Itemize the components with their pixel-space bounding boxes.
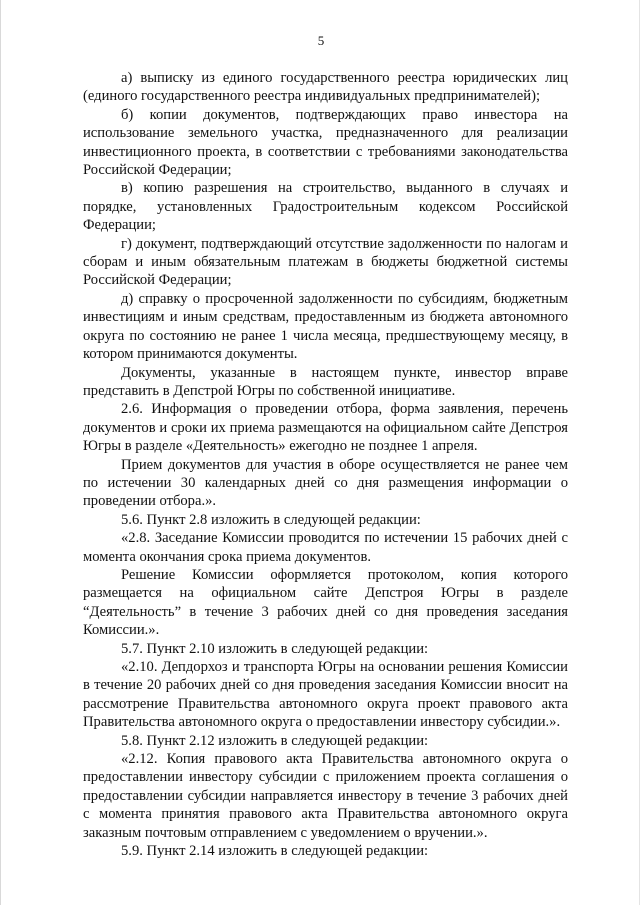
paragraph-2-8: «2.8. Заседание Комиссии проводится по истечении 15 рабочих дней с момента окончания срока приема документов. xyxy=(83,530,568,565)
paragraph-2-6: 2.6. Информация о проведении отбора, форма заявления, перечень документов и сроки их приема размещаются на официальном сайте Депстроя Югры в разделе «Деятельность» ежегодно не позднее 1 апреля. xyxy=(83,401,568,455)
paragraph-item-a: а) выписку из единого государственного реестра юридических лиц (единого государственного реестра индивидуальных предпринимателей); xyxy=(83,70,568,105)
paragraph-item-v: в) копию разрешения на строительство, выданного в случаях и порядке, установленных Градостроительным кодексом Российской Федерации; xyxy=(83,180,568,234)
paragraph-2-8-decision: Решение Комиссии оформляется протоколом, копия которого размещается на официальном сайте Депстроя Югры в разделе “Деятельность” в течение 3 рабочих дней со дня проведения заседания Комиссии.». xyxy=(83,566,568,639)
page-number: 5 xyxy=(317,33,325,48)
paragraph-5-6: 5.6. Пункт 2.8 изложить в следующей редакции: xyxy=(121,511,421,528)
paragraph-item-g: г) документ, подтверждающий отсутствие задолженности по налогам и сборам и иным обязательным платежам в бюджеты бюджетной системы Российской Федерации; xyxy=(83,235,568,289)
paragraph-2-6-reception: Прием документов для участия в оборе осуществляется не ранее чем по истечении 30 календарных дней со дня размещения информации о проведении отбора.». xyxy=(83,456,568,510)
paragraph-item-b: б) копии документов, подтверждающих право инвестора на использование земельного участка, предназначенного для реализации инвестиционного проекта, в соответствии с требованиями законодательства Российской Федерации; xyxy=(83,106,568,179)
paragraph-documents-initiative: Документы, указанные в настоящем пункте, инвестор вправе представить в Депстрой Югры по собственной инициативе. xyxy=(83,364,568,399)
paragraph-2-12: «2.12. Копия правового акта Правительства автономного округа о предоставлении инвестору субсидии с приложением проекта соглашения о предоставлении субсидии направляется инвестору в течение 3 рабочих дней с момента принятия правового акта Правительства автономного округа заказным почтовым отправлением с уведомлением о вручении.». xyxy=(83,751,568,841)
paragraph-5-8: 5.8. Пункт 2.12 изложить в следующей редакции: xyxy=(121,732,429,749)
paragraph-5-7: 5.7. Пункт 2.10 изложить в следующей редакции: xyxy=(121,640,429,657)
paragraph-2-10: «2.10. Дeпдорхоз и транспорта Югры на основании решения Комиссии в течение 20 рабочих дней со дня проведения заседания Комиссии вносит на рассмотрение Правительства автономного округа проект правового акта Правительства автономного округа о предоставлении инвестору субсидии.». xyxy=(83,659,568,731)
paragraph-item-d: д) справку о просроченной задолженности по субсидиям, бюджетным инвестициям и иным средствам, предоставленным из бюджета автономного округа по состоянию не ранее 1 числа месяца, предшествующему месяцу, в котором принимаются документы. xyxy=(83,290,568,363)
document-body xyxy=(83,69,568,860)
paragraph-5-9: 5.9. Пункт 2.14 изложить в следующей редакции: xyxy=(121,843,429,860)
